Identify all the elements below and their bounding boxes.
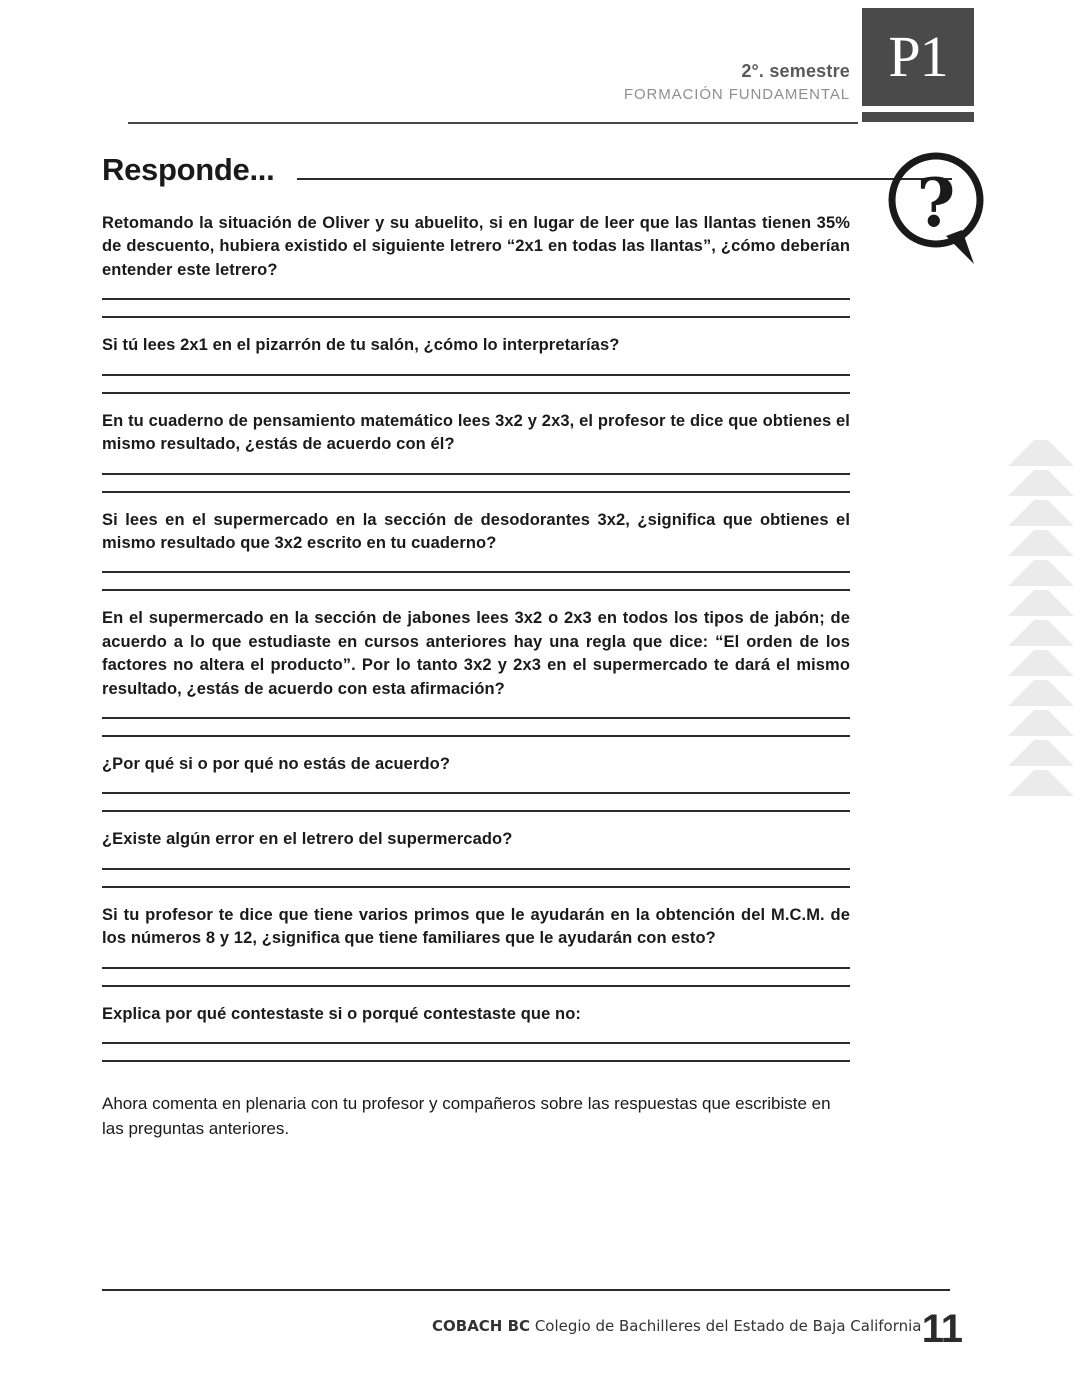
answer-lines[interactable] <box>102 967 850 987</box>
question-item <box>102 212 850 318</box>
answer-line[interactable] <box>102 868 850 870</box>
header-text-group <box>560 60 850 104</box>
section-title-row <box>102 152 862 196</box>
answer-lines[interactable] <box>102 298 850 318</box>
footer-brand: COBACH BC <box>432 1317 531 1335</box>
answer-line[interactable] <box>102 886 850 888</box>
answer-line[interactable] <box>102 589 850 591</box>
answer-lines[interactable] <box>102 717 850 737</box>
unit-badge: P1 <box>862 8 974 106</box>
question-text: ¿Por qué si o por qué no estás de acuerdo? <box>102 755 451 774</box>
svg-text:?: ? <box>916 164 956 242</box>
page-footer <box>102 1307 982 1367</box>
page-number: 11 <box>921 1307 962 1351</box>
answer-line[interactable] <box>102 1042 850 1044</box>
question-text: Si tu profesor te dice que tiene varios primos que le ayudarán en la obtención del M.C.M. de los números 8 y 12, ¿significa que tiene familiares que le ayudarán con esto? <box>102 905 850 948</box>
answer-line[interactable] <box>102 1060 850 1062</box>
answer-line[interactable] <box>102 298 850 300</box>
answer-line[interactable] <box>102 473 850 475</box>
answer-line[interactable] <box>102 717 850 719</box>
question-text: Explica por qué contestaste si o porqué contestaste que no: <box>102 1004 581 1023</box>
page-title: Responde... <box>102 152 275 187</box>
question-bubble-icon <box>888 152 984 268</box>
question-text: En el supermercado en la sección de jabones lees 3x2 o 2x3 en todos los tipos de jabón; de acuerdo a lo que estudiaste en cursos anteriores hay una regla que dice: “El orden de los factores no altera el producto”. Por lo tanto 3x2 y 2x3 en el supermercado te dará el mismo resultado, ¿estás de acuerdo con esta afirmación? <box>102 609 850 698</box>
answer-lines[interactable] <box>102 571 850 591</box>
answer-lines[interactable] <box>102 473 850 493</box>
answer-line[interactable] <box>102 810 850 812</box>
question-item <box>102 753 850 812</box>
answer-lines[interactable] <box>102 868 850 888</box>
closing-instruction: Ahora comenta en plenaria con tu profesor y compañeros sobre las respuestas que escribiste en las preguntas anteriores. <box>102 1094 831 1138</box>
question-item <box>102 410 850 493</box>
footer-institution <box>432 1317 922 1335</box>
answer-lines[interactable] <box>102 1042 850 1062</box>
title-rule <box>297 178 952 180</box>
question-item <box>102 334 850 393</box>
answer-line[interactable] <box>102 316 850 318</box>
answer-lines[interactable] <box>102 792 850 812</box>
footer-divider <box>102 1289 950 1291</box>
answer-line[interactable] <box>102 491 850 493</box>
header-divider <box>128 122 858 124</box>
question-item <box>102 904 850 987</box>
question-item <box>102 828 850 887</box>
answer-line[interactable] <box>102 967 850 969</box>
question-text: En tu cuaderno de pensamiento matemático lees 3x2 y 2x3, el profesor te dice que obtienes el mismo resultado, ¿estás de acuerdo con él? <box>102 411 850 454</box>
answer-lines[interactable] <box>102 374 850 394</box>
question-text: ¿Existe algún error en el letrero del supermercado? <box>102 830 513 849</box>
footer-institution-name: Colegio de Bachilleres del Estado de Baja California <box>534 1317 922 1335</box>
unit-badge-underbar <box>862 112 974 122</box>
chevron-pattern-decoration <box>1002 440 1080 800</box>
subtitle-label: FORMACIÓN FUNDAMENTAL <box>623 85 850 103</box>
question-item <box>102 509 850 592</box>
answer-line[interactable] <box>102 792 850 794</box>
question-text: Retomando la situación de Oliver y su abuelito, si en lugar de leer que las llantas tienen 35% de descuento, hubiera existido el siguiente letrero “2x1 en todas las llantas”, ¿cómo deberían entender este letrero? <box>102 214 850 279</box>
question-item <box>102 607 850 737</box>
answer-line[interactable] <box>102 985 850 987</box>
answer-line[interactable] <box>102 735 850 737</box>
questions-container <box>102 212 850 1158</box>
page-header <box>0 0 1080 130</box>
semester-label: 2°. semestre <box>741 61 850 81</box>
answer-line[interactable] <box>102 374 850 376</box>
question-text: Si tú lees 2x1 en el pizarrón de tu salón, ¿cómo lo interpretarías? <box>102 336 620 355</box>
answer-line[interactable] <box>102 392 850 394</box>
question-item <box>102 1003 850 1062</box>
answer-line[interactable] <box>102 571 850 573</box>
question-text: Si lees en el supermercado en la sección de desodorantes 3x2, ¿significa que obtienes el mismo resultado que 3x2 escrito en tu cuaderno? <box>102 510 850 552</box>
